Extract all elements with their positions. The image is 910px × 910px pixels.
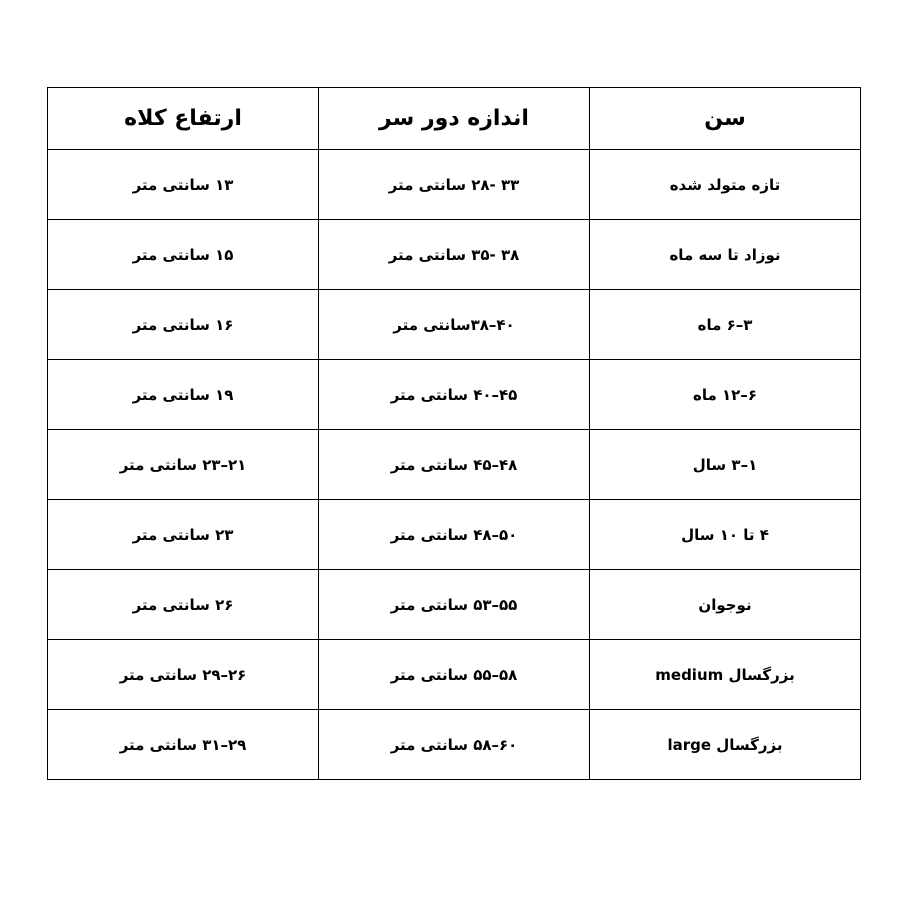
head-circumference-cell: ۳۸ -۳۵ سانتی متر [319, 220, 590, 290]
hat-height-cell: ۱۳ سانتی متر [48, 150, 319, 220]
age-cell: بزرگسال large [590, 710, 861, 780]
hat-height-cell: ۱۵ سانتی متر [48, 220, 319, 290]
header-hat-height: ارتفاع کلاه [48, 88, 319, 150]
head-circumference-cell: ۴۰–۳۸سانتی متر [319, 290, 590, 360]
size-table [47, 87, 861, 780]
table-row [48, 220, 861, 290]
hat-height-cell: ۲۳ سانتی متر [48, 500, 319, 570]
table-row [48, 150, 861, 220]
header-age: سن [590, 88, 861, 150]
hat-height-cell: ۱۹ سانتی متر [48, 360, 319, 430]
age-cell: تازه متولد شده [590, 150, 861, 220]
head-circumference-cell: ۵۰–۴۸ سانتی متر [319, 500, 590, 570]
head-circumference-cell: ۴۸–۴۵ سانتی متر [319, 430, 590, 500]
head-circumference-cell: ۵۵–۵۳ سانتی متر [319, 570, 590, 640]
table-row [48, 360, 861, 430]
table-header-row [48, 88, 861, 150]
age-cell: ۴ تا ۱۰ سال [590, 500, 861, 570]
table-row [48, 570, 861, 640]
age-cell: بزرگسال medium [590, 640, 861, 710]
hat-height-cell: ۲۹–۳۱ سانتی متر [48, 710, 319, 780]
hat-height-cell: ۲۶–۲۹ سانتی متر [48, 640, 319, 710]
table-row [48, 290, 861, 360]
table-row [48, 640, 861, 710]
head-circumference-cell: ۵۸–۵۵ سانتی متر [319, 640, 590, 710]
table-row [48, 430, 861, 500]
hat-height-cell: ۲۶ سانتی متر [48, 570, 319, 640]
table-row [48, 500, 861, 570]
head-circumference-cell: ۳۳ -۲۸ سانتی متر [319, 150, 590, 220]
age-cell: ۶–۱۲ ماه [590, 360, 861, 430]
age-cell: ۳–۶ ماه [590, 290, 861, 360]
age-cell: نوزاد تا سه ماه [590, 220, 861, 290]
head-circumference-cell: ۴۵–۴۰ سانتی متر [319, 360, 590, 430]
head-circumference-cell: ۶۰–۵۸ سانتی متر [319, 710, 590, 780]
age-cell: ۱–۳ سال [590, 430, 861, 500]
hat-height-cell: ۱۶ سانتی متر [48, 290, 319, 360]
age-cell: نوجوان [590, 570, 861, 640]
hat-height-cell: ۲۱–۲۳ سانتی متر [48, 430, 319, 500]
table-row [48, 710, 861, 780]
header-head-circumference: اندازه دور سر [319, 88, 590, 150]
